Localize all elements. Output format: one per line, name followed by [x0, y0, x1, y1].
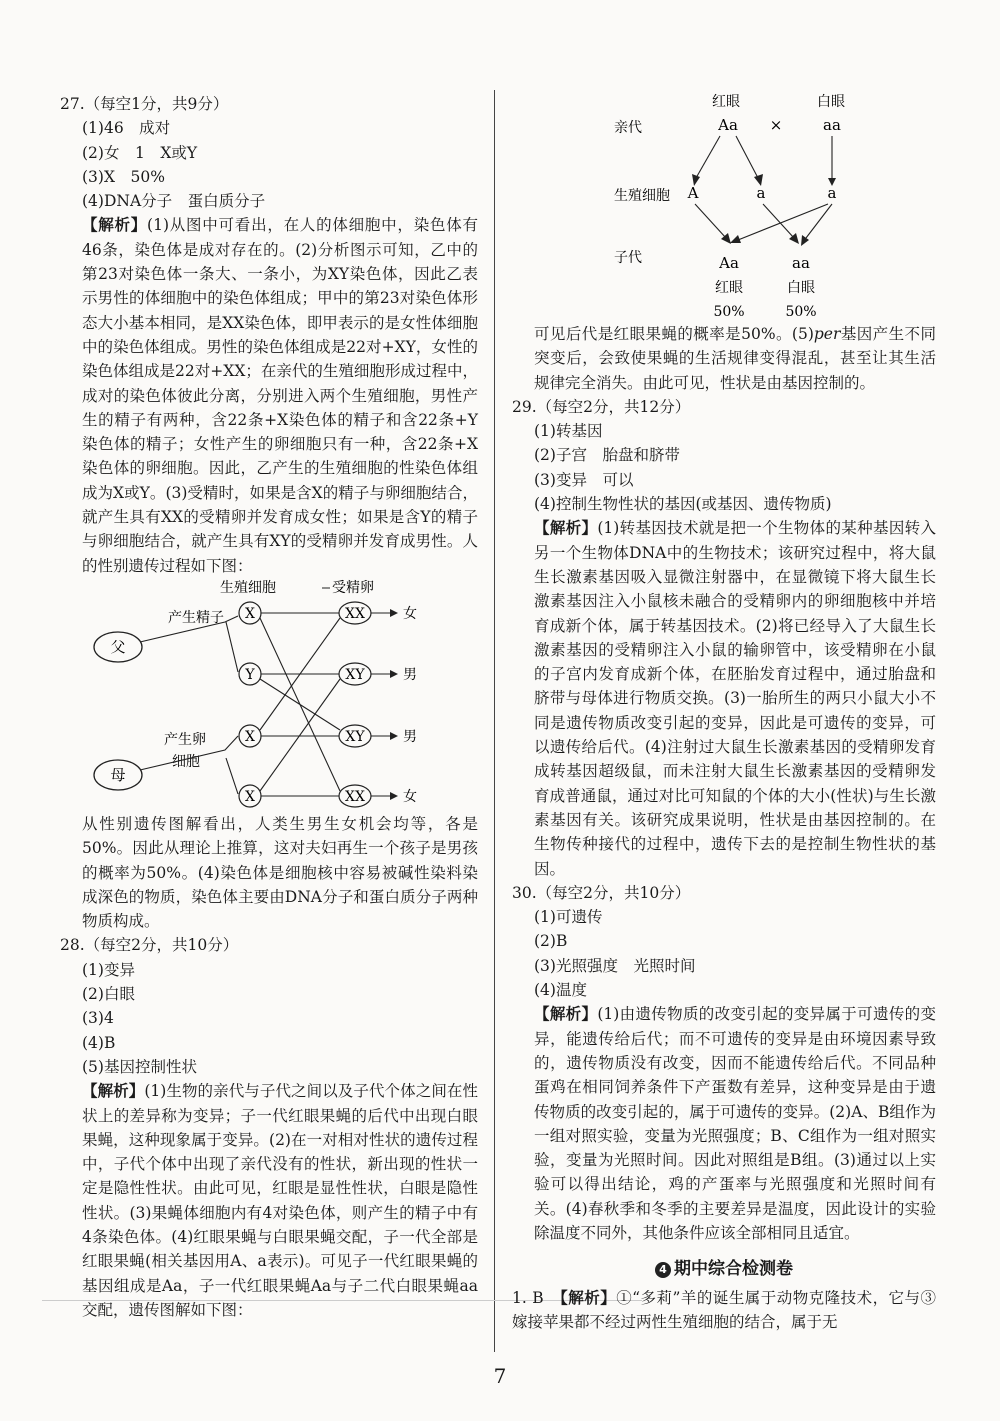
q28-answer-3: (3)4	[82, 1009, 114, 1028]
q30-answer-3: (3)光照强度 光照时间	[534, 956, 696, 975]
q29-header: 29.（每空2分，共12分）	[512, 397, 691, 416]
offspring-gen-label: 子代	[614, 250, 642, 266]
offspring-1-phenotype: 红眼	[715, 280, 743, 296]
per-gene: per	[813, 325, 841, 343]
right-column	[512, 90, 936, 1334]
cross-sign: ×	[769, 116, 783, 134]
column-divider	[494, 90, 495, 1352]
exp-label: 【解析】	[560, 1288, 617, 1307]
page-number: 7	[493, 1364, 507, 1388]
section-number-icon: 4	[655, 1262, 671, 1278]
zygote-4-label: XX	[345, 788, 365, 805]
q28-answer-4: (4)B	[82, 1033, 116, 1052]
father-process-label: 产生精子	[168, 609, 224, 626]
q27-explanation	[60, 213, 478, 577]
offspring-2-percent: 50%	[785, 304, 817, 320]
offspring-1: Aa	[719, 254, 739, 272]
q28-exp-text: (1)生物的亲代与子代之间以及子代个体之间在性状上的差异称为变异；子一代红眼果蝇的后代中出现白眼果蝇，这种现象属于变异。(2)在一对相对性状的遗传过程中，子代个体中出现了亲代没有的性状，新出现的性状一定是隐性性状。由此可见，红眼是显性性状，白眼是隐性性状。(3)果蝇体细胞内有4对染色体，则产生的精子中有4条染色体。(4)红眼果蝇与白眼果蝇交配，子一代全部是红眼果蝇(相关基因用A、a表示)。可见子一代红眼果蝇的基因组成是Aa，子一代红眼果蝇Aa与子二代白眼果蝇aa交配，遗传图解如下图：	[82, 1082, 478, 1319]
q27-answer-4: (4)DNA分子 蛋白质分子	[82, 192, 266, 211]
gamete-1: A	[687, 184, 699, 202]
germ-cell-row-label: 生殖细胞	[614, 188, 670, 204]
q29-answer-2: (2)子宫 胎盘和脐带	[534, 446, 680, 465]
fruitfly-cross-diagram	[512, 90, 936, 322]
germ-cell-3-label: X	[245, 728, 255, 745]
white-eye-label: 白眼	[817, 94, 845, 110]
q30-exp-text: (1)由遗传物质的改变引起的变异属于可遗传的变异，能遗传给后代；而不可遗传的变异是由环境因素导致的，遗传物质没有改变，因而不能遗传给后代。不同品种蛋鸡在相同饲养条件下产蛋数有差异，这种变异是由于遗传物质的改变引起的，属于可遗传的变异。(2)A、B组作为一组对照实验，变量为光照强度；B、C组作为一组对照实验，变量为光照时间。因此对照组是B组。(3)通过以上实验可以得出结论，鸡的产蛋率与光照强度和光照时间有关。(4)春秋季和冬季的主要差异是温度，因此设计的实验除温度不同外，其他条件应该全部相同且适宜。	[534, 1005, 936, 1242]
zygote-1-label: XX	[345, 605, 365, 622]
q27-answer-1: (1)46 成对	[82, 119, 171, 138]
offspring-2-phenotype: 白眼	[787, 280, 815, 296]
q29-explanation	[512, 516, 936, 880]
sex-4: 女	[403, 788, 417, 805]
q1-exp-text: ①“多莉”羊的诞生属于动物克隆技术，它与③嫁接苹果都不经过两性生殖细胞的结合，属于无	[512, 1288, 936, 1331]
q30-answer-2: (2)B	[534, 932, 568, 951]
q27-answer-3: (3)X 50%	[82, 167, 165, 186]
gamete-2: a	[756, 184, 766, 202]
sex-2: 男	[403, 666, 417, 683]
exp-label: 【解析】	[82, 216, 148, 235]
q30-explanation	[512, 1002, 936, 1245]
germ-cell-1-label: X	[245, 605, 255, 622]
q28-answer-5: (5)基因控制性状	[82, 1057, 197, 1076]
q28-cont-a: 可见后代是红眼果蝇的概率是50%。(5)	[534, 325, 814, 343]
q29-answer-1: (1)转基因	[534, 422, 603, 441]
q28-cont-b: 基因产生不同突变后，会致使果蝇的生活规律变得混乱，甚至让其生活规律完全消失。由此可见，性状是由基因控制的。	[534, 325, 936, 392]
q30-answer-1: (1)可遗传	[534, 908, 603, 927]
exp-label: 【解析】	[82, 1082, 145, 1101]
parent-1: Aa	[718, 116, 738, 134]
q29-answer-3: (3)变异 可以	[534, 470, 634, 489]
q27-exp-text-1: (1)从图中可看出，在人的体细胞中，染色体有46条，染色体是成对存在的。(2)分析图示可知，乙中的第23对染色体一条大、一条小，为XY染色体，因此乙表示男性的体细胞中的染色体组成；甲中的第23对染色体形态大小基本相同，是XX染色体，即甲表示的是女性体细胞中的染色体组成。男性的染色体组成是22对+XY，女性的染色体组成是22对+XX；在亲代的生殖细胞形成过程中，成对的染色体彼此分离，分别进入两个生殖细胞，男性产生的精子有两种，含22条+X染色体的精子和含22条+Y染色体的精子；女性产生的卵细胞只有一种，含22条+X染色体的卵细胞。因此，乙产生的生殖细胞的性染色体组成为X或Y。(3)受精时，如果是含X的精子与卵细胞结合，就产生具有XX的受精卵并发育成女性；如果是含Y的精子与卵细胞结合，就产生具有XY的受精卵并发育成男性。人的性别遗传过程如下图：	[82, 216, 478, 575]
q28-answer-2: (2)白眼	[82, 985, 135, 1004]
mother-process-label-1: 产生卵	[164, 731, 206, 748]
left-column	[60, 92, 478, 1322]
q28-explanation	[60, 1079, 478, 1322]
q27-answer-2: (2)女 1 X或Y	[82, 143, 198, 162]
q28-header: 28.（每空2分，共10分）	[60, 936, 239, 955]
q1-num: 1. B	[512, 1288, 544, 1307]
parent-2: aa	[823, 116, 841, 134]
q27-exp-text-2: 从性别遗传图解看出，人类生男生女机会均等，各是50%。因此从理论上推算，这对夫妇再生一个孩子是男孩的概率为50%。(4)染色体是细胞核中容易被碱性染料染成深色的物质，染色体主要由DNA分子和蛋白质分子两种物质构成。	[82, 814, 478, 931]
red-eye-label: 红眼	[712, 94, 740, 110]
sex-inheritance-diagram	[60, 578, 478, 812]
q1-answer	[512, 1286, 936, 1335]
mother-process-label-2: 细胞	[172, 753, 200, 770]
sex-1: 女	[403, 605, 417, 622]
exp-label: 【解析】	[534, 519, 598, 538]
parent-gen-label: 亲代	[614, 120, 642, 136]
q30-header: 30.（每空2分，共10分）	[512, 883, 691, 902]
q28-continued	[512, 322, 936, 395]
father-label: 父	[110, 637, 126, 656]
offspring-1-percent: 50%	[713, 304, 745, 320]
q29-answer-4: (4)控制生物性状的基因(或基因、遗传物质)	[534, 495, 832, 514]
section-title-text: 期中综合检测卷	[674, 1259, 793, 1280]
zygote-2-label: XY	[345, 666, 365, 683]
q30-answer-4: (4)温度	[534, 981, 587, 1000]
q28-answer-1: (1)变异	[82, 960, 135, 979]
q27-header: 27.（每空1分，共9分）	[60, 95, 229, 113]
germ-cell-2-label: Y	[245, 666, 255, 683]
offspring-2: aa	[792, 254, 810, 272]
section-title	[512, 1257, 936, 1281]
germ-cell-heading: 生殖细胞	[220, 579, 276, 596]
zygote-heading: 受精卵	[332, 579, 374, 596]
mother-label: 母	[110, 765, 126, 784]
germ-cell-4-label: X	[245, 788, 255, 805]
exp-label: 【解析】	[534, 1005, 598, 1024]
zygote-3-label: XY	[345, 728, 365, 745]
q29-exp-text: (1)转基因技术就是把一个生物体的某种基因转入另一个生物体DNA中的生物技术；该研究过程中，将大鼠生长激素基因吸入显微注射器中，在显微镜下将大鼠生长激素基因注入小鼠核未融合的受精卵内的卵细胞核中并培育成新个体，属于转基因技术。(2)将已经导入了大鼠生长激素基因的受精卵注入小鼠的输卵管中，该受精卵在小鼠的子宫内发育成新个体，在胚胎发育过程中，通过胎盘和脐带与母体进行物质交换。(3)一胎所生的两只小鼠大小不同是遗传物质改变引起的变异，因此是可遗传的变异，可以遗传给后代。(4)注射过大鼠生长激素基因的受精卵发育成转基因超级鼠，而未注射大鼠生长激素基因的受精卵发育成普通鼠，通过对比可知鼠的个体的大小(性状)与生长激素基因有关。该研究成果说明，性状是由基因控制的。在生物传种接代的过程中，遗传下去的是控制生物性状的基因。	[534, 519, 936, 878]
gamete-3: a	[827, 184, 837, 202]
sex-3: 男	[403, 728, 417, 745]
